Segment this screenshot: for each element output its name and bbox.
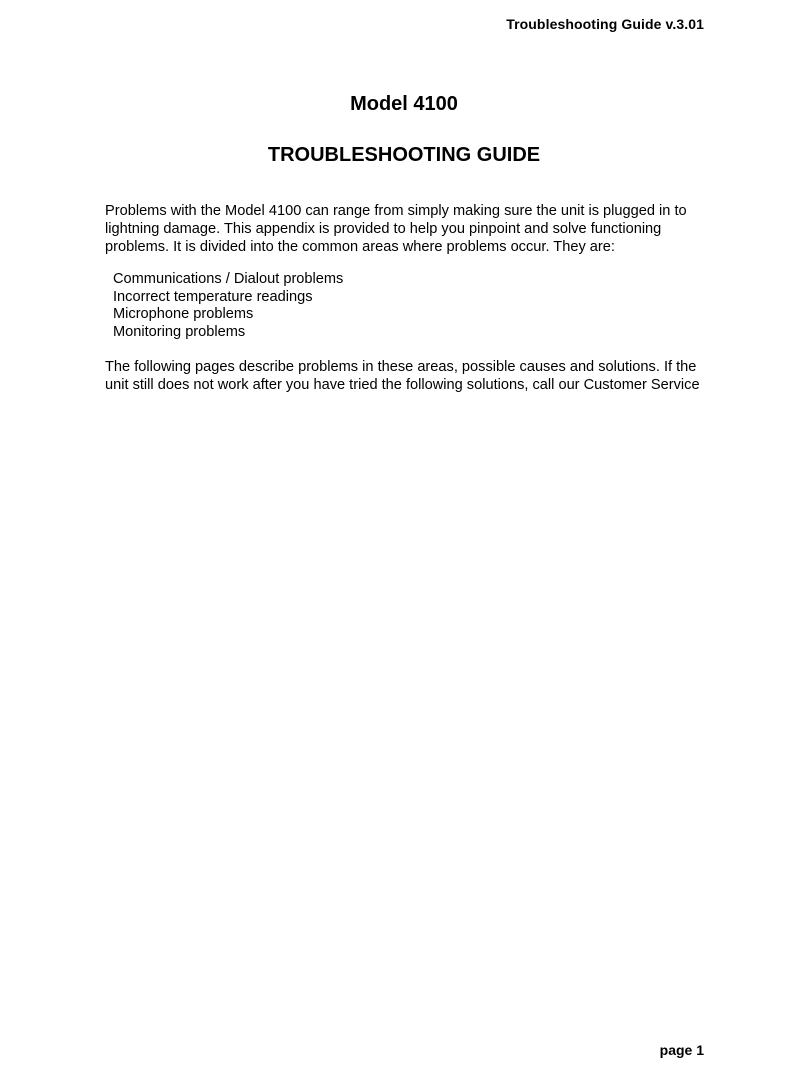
intro-line: problems. It is divided into the common areas where problems occur. They are: [105,239,615,255]
problem-areas-list [113,271,343,341]
list-item: Monitoring problems [113,323,246,340]
page-number: page 1 [659,1042,704,1058]
closing-paragraph [105,358,715,394]
closing-line: The following pages describe problems in these areas, possible causes and solutions. If the [105,359,697,375]
intro-line: Problems with the Model 4100 can range from simply making sure the unit is plugged in to [105,203,687,219]
list-item: Microphone problems [113,306,254,322]
guide-title: TROUBLESHOOTING GUIDE [267,144,541,166]
intro-paragraph [105,202,705,256]
closing-line: unit still does not work after you have tried the following solutions, call our Customer Service [105,377,700,393]
intro-line: lightning damage. This appendix is provided to help you pinpoint and solve functioning [105,221,662,237]
document-version-header: Troubleshooting Guide v.3.01 [506,16,704,32]
list-item: Incorrect temperature readings [113,288,313,305]
model-title: Model 4100 [350,93,458,115]
list-item: Communications / Dialout problems [113,271,344,287]
